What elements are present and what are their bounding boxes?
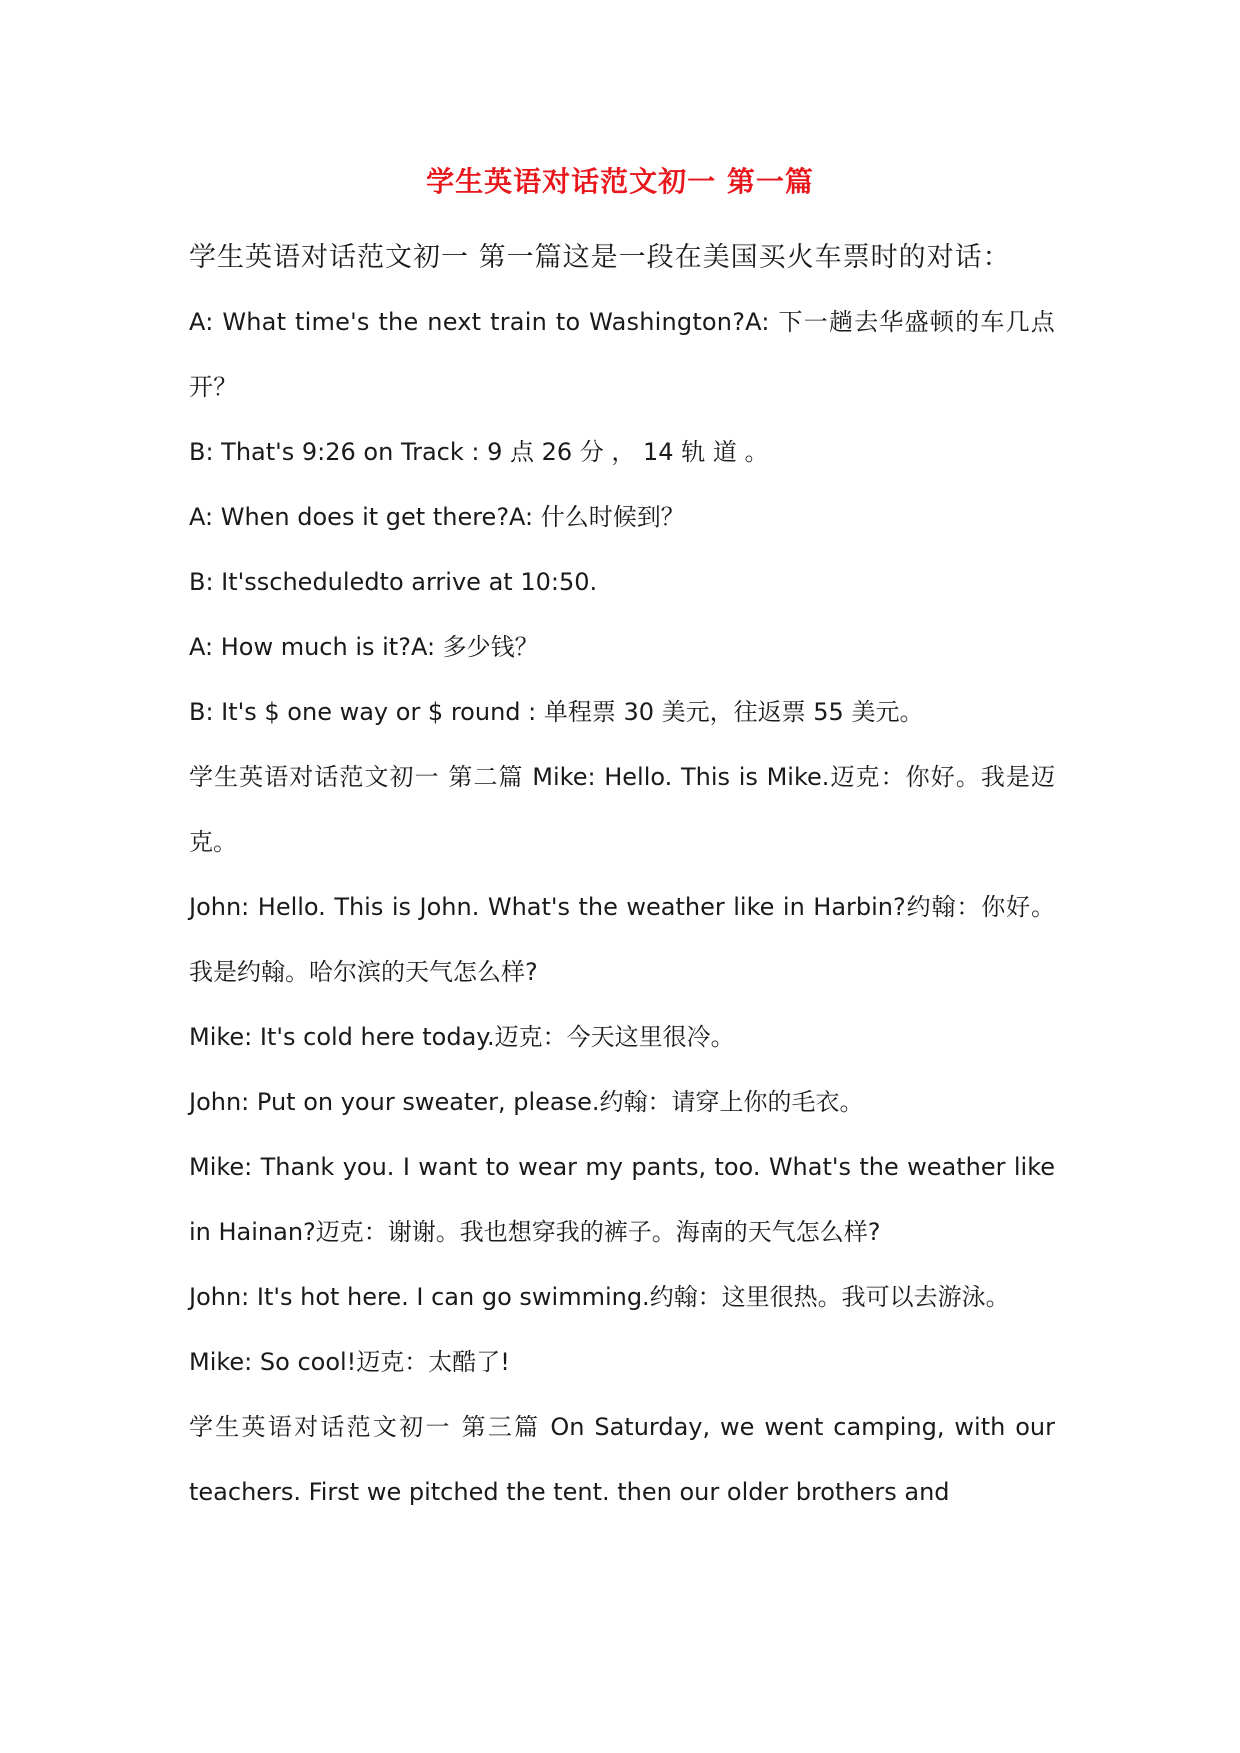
paragraph-7: B: It's $ one way or $ round : 单程票 30 美元，往返票 55 美元。 — [189, 698, 924, 726]
paragraph-10: Mike: It's cold here today.迈克：今天这里很冷。 — [189, 1023, 735, 1051]
paragraph-4: A: When does it get there?A: 什么时候到？ — [189, 503, 685, 531]
paragraph-6: A: How much is it?A: 多少钱？ — [189, 633, 539, 661]
paragraph-15: 学生英语对话范文初一 第三篇 On Saturday, we went camping, with our teachers. First we pitched the tent. then our older brothers and — [189, 1413, 1055, 1506]
paragraph-8: 学生英语对话范文初一 第二篇 Mike: Hello. This is Mike.迈克：你好。我是迈克。 — [189, 763, 1055, 856]
paragraph-11: John: Put on your sweater, please.约翰：请穿上你的毛衣。 — [189, 1088, 864, 1116]
paragraph-9: John: Hello. This is John. What's the weather like in Harbin?约翰：你好。我是约翰。哈尔滨的天气怎么样? — [189, 893, 1055, 986]
document-body — [189, 225, 1055, 1525]
paragraph-14: Mike: So cool!迈克：太酷了! — [189, 1348, 510, 1376]
paragraph-5: B: It'sscheduledto arrive at 10:50. — [189, 568, 598, 596]
paragraph-12: Mike: Thank you. I want to wear my pants, too. What's the weather like in Hainan?迈克：谢谢。我也想穿我的裤子。海南的天气怎么样? — [189, 1153, 1055, 1246]
paragraph-13: John: It's hot here. I can go swimming.约翰：这里很热。我可以去游泳。 — [189, 1283, 1010, 1311]
document-title: 学生英语对话范文初一 第一篇 — [426, 165, 814, 198]
paragraph-2: A: What time's the next train to Washington?A: 下一趟去华盛顿的车几点开？ — [189, 308, 1055, 401]
paragraph-3: B: That's 9:26 on Track : 9 点 26 分 ， 14 轨 道 。 — [189, 438, 769, 466]
paragraph-1: 学生英语对话范文初一 第一篇这是一段在美国买火车票时的对话： — [189, 242, 1011, 273]
